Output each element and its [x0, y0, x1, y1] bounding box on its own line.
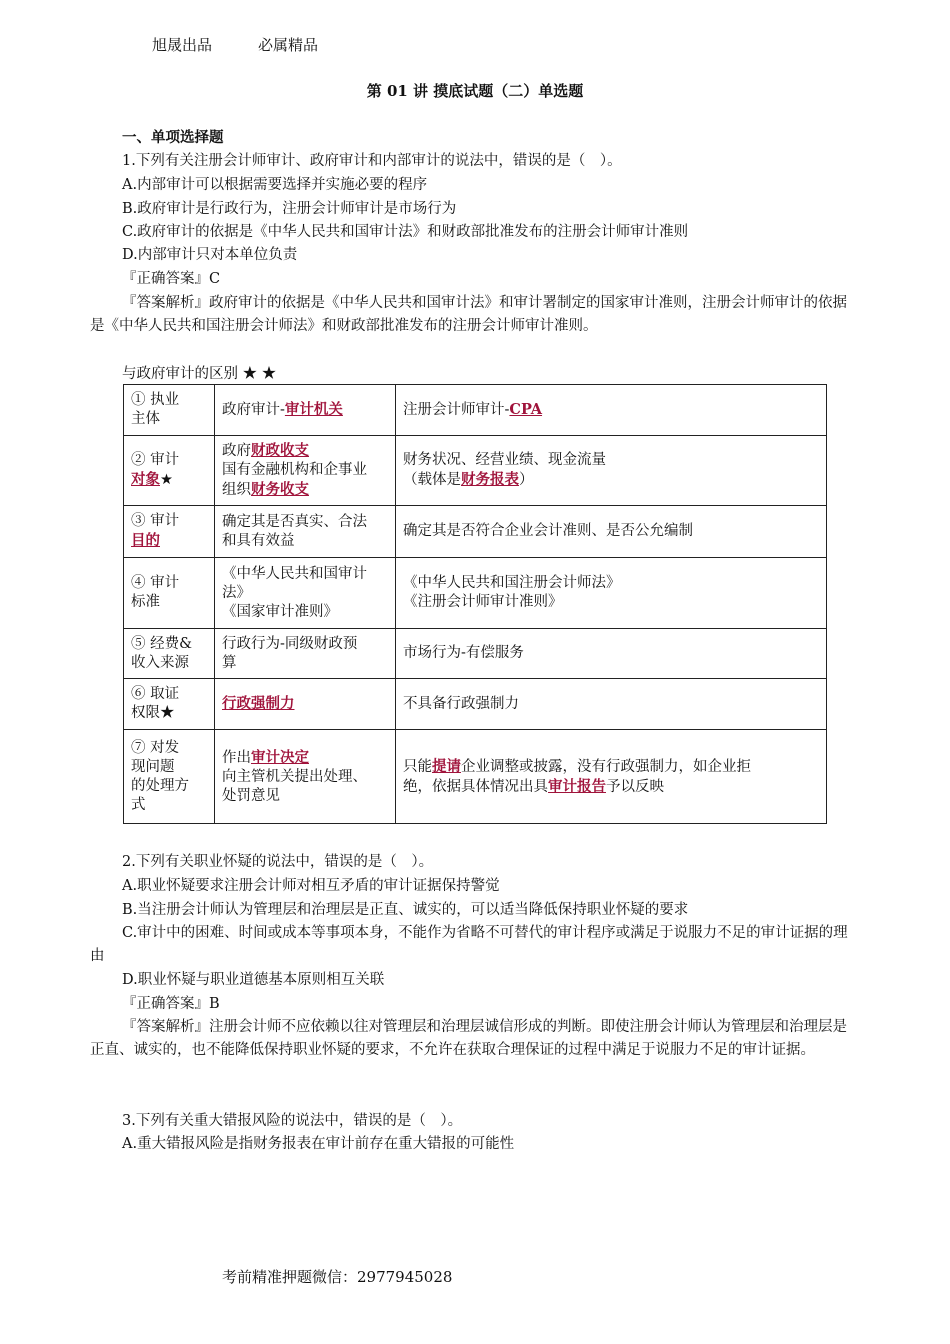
comparison-table [123, 384, 827, 824]
q2-option-d: D.职业怀疑与职业道德基本原则相互关联 [122, 972, 385, 988]
header-left: 旭晟出品 [152, 36, 213, 54]
table-row [124, 385, 827, 436]
cpa-cell: 不具备行政强制力 [396, 679, 827, 730]
page-title: 第 01 讲 摸底试题（二）单选题 [366, 82, 584, 100]
q2-analysis: 『答案解析』注册会计师不应依赖以往对管理层和治理层诚信形成的判断。即使注册会计师认为管理层和治理层是正直、诚实的，也不能降低保持职业怀疑的要求，不允许在获取合理保证的过程中满足于说服力不足的审计证据。 [90, 1019, 847, 1058]
q3-stem: 3.下列有关重大错报风险的说法中，错误的是（ ）。 [122, 1113, 463, 1129]
q2-answer: 『正确答案』B [122, 996, 220, 1012]
table-row [124, 436, 827, 506]
gov-cell: 作出审计决定 向主管机关提出处理、 处罚意见 [215, 730, 396, 824]
q1-option-c: C.政府审计的依据是《中华人民共和国审计法》和财政部批准发布的注册会计师审计准则 [122, 224, 689, 240]
q1-option-a: A.内部审计可以根据需要选择并实施必要的程序 [122, 177, 428, 193]
cpa-cell: 《中华人民共和国注册会计师法》 《注册会计师审计准则》 [396, 558, 827, 629]
table-row [124, 506, 827, 558]
gov-cell: 行政强制力 [215, 679, 396, 730]
table-caption: 与政府审计的区别 ★ ★ [122, 366, 277, 382]
section-heading: 一、单项选择题 [122, 129, 224, 146]
row-header: ② 审计 对象★ [124, 436, 215, 506]
gov-cell: 政府审计-审计机关 [215, 385, 396, 436]
cpa-cell: 只能提请企业调整或披露，没有行政强制力，如企业拒 绝，依据具体情况出具审计报告予以反映 [396, 730, 827, 824]
table-row [124, 629, 827, 679]
q2-option-b: B.当注册会计师认为管理层和治理层是正直、诚实的，可以适当降低保持职业怀疑的要求 [122, 902, 689, 918]
table-row [124, 558, 827, 629]
q1-option-d: D.内部审计只对本单位负责 [122, 247, 298, 263]
gov-cell: 确定其是否真实、合法 和具有效益 [215, 506, 396, 558]
q1-answer: 『正确答案』C [122, 271, 221, 287]
header-right: 必属精品 [258, 36, 319, 54]
cpa-cell: 注册会计师审计-CPA [396, 385, 827, 436]
q2-option-c: C.审计中的困难、时间或成本等事项本身，不能作为省略不可替代的审计程序或满足于说服力不足的审计证据的理由 [90, 925, 848, 964]
table-row [124, 679, 827, 730]
q1-stem: 1.下列有关注册会计师审计、政府审计和内部审计的说法中，错误的是（ ）。 [122, 153, 622, 169]
row-header: ④ 审计 标准 [124, 558, 215, 629]
gov-cell: 政府财政收支 国有金融机构和企事业 组织财务收支 [215, 436, 396, 506]
row-header: ⑤ 经费& 收入来源 [124, 629, 215, 679]
q1-analysis: 『答案解析』政府审计的依据是《中华人民共和国审计法》和审计署制定的国家审计准则，注册会计师审计的依据是《中华人民共和国注册会计师法》和财政部批准发布的注册会计师审计准则。 [90, 295, 847, 334]
gov-cell: 《中华人民共和国审计 法》 《国家审计准则》 [215, 558, 396, 629]
cpa-cell: 确定其是否符合企业会计准则、是否公允编制 [396, 506, 827, 558]
cpa-cell: 财务状况、经营业绩、现金流量 （载体是财务报表） [396, 436, 827, 506]
q1-option-b: B.政府审计是行政行为，注册会计师审计是市场行为 [122, 201, 457, 217]
q2-stem: 2.下列有关职业怀疑的说法中，错误的是（ ）。 [122, 854, 434, 870]
header [152, 34, 318, 55]
row-header: ① 执业 主体 [124, 385, 215, 436]
row-header: ③ 审计 目的 [124, 506, 215, 558]
q3-option-a: A.重大错报风险是指财务报表在审计前存在重大错报的可能性 [122, 1136, 515, 1152]
table-row [124, 730, 827, 824]
gov-cell: 行政行为-同级财政预 算 [215, 629, 396, 679]
row-header: ⑦ 对发 现问题 的处理方 式 [124, 730, 215, 824]
q2-option-a: A.职业怀疑要求注册会计师对相互矛盾的审计证据保持警觉 [122, 878, 500, 894]
footer-contact: 考前精准押题微信：2977945028 [222, 1268, 453, 1286]
row-header: ⑥ 取证 权限★ [124, 679, 215, 730]
cpa-cell: 市场行为-有偿服务 [396, 629, 827, 679]
